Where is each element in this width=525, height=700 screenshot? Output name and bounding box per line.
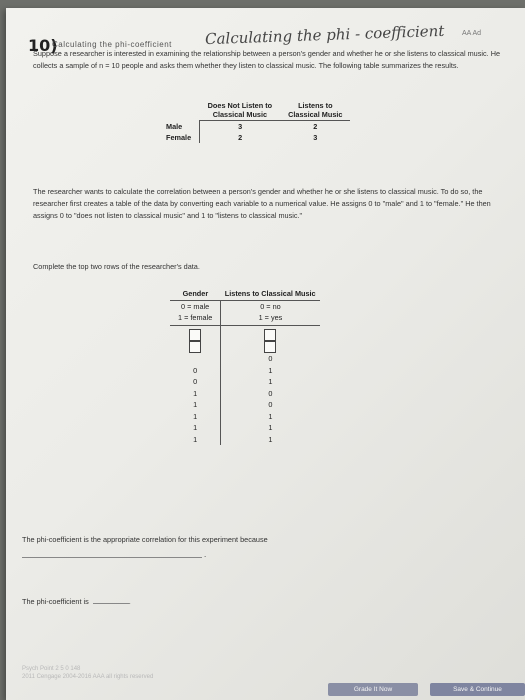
table-row: 1 0	[170, 399, 320, 411]
header-gender: Gender	[170, 287, 221, 301]
summary-table	[160, 100, 350, 143]
instruction-text: Complete the top two rows of the researcher's data.	[33, 262, 200, 271]
period-mark: .	[204, 550, 207, 559]
question-2: The phi-coefficient is .	[22, 597, 131, 606]
table-row: 0 1	[170, 376, 320, 388]
explanation-paragraph: The researcher wants to calculate the correlation between a person's gender and whether he or she listens to classical music. To do so, the researcher first creates a table of the data by converting each variable to a numerical value. He assigns 0 to "male" and 1 to "female." He then assigns 0 to "does not listen to classical music" and 1 to "listens to classical music."	[33, 187, 491, 220]
summary-header-listen: Listens to Classical Music	[280, 100, 350, 121]
row-label-male: Male	[166, 121, 183, 131]
answer-dropdown-reason[interactable]	[22, 556, 202, 558]
answer-box-listen-row2[interactable]	[264, 341, 276, 353]
table-row: 1 1	[170, 422, 320, 434]
summary-header-not-listen: Does Not Listen to Classical Music	[200, 100, 280, 121]
row-label-female: Female	[166, 133, 192, 142]
handwritten-note: AA Ad	[462, 30, 482, 37]
answer-box-gender-row1[interactable]	[189, 329, 201, 341]
question-1-text: The phi-coefficient is the appropriate correlation for this experiment because	[22, 535, 268, 544]
answer-box-gender-row2[interactable]	[189, 341, 201, 353]
intro-paragraph: Suppose a researcher is interested in examining the relationship between a person's gender and whether he or she listens to classical music. He collects a sample of n = 10 people and asks them whether they listen to classical music. The following table summarizes the results.	[33, 49, 501, 70]
question-number: 10)	[28, 36, 58, 55]
answer-box-listen-row1[interactable]	[264, 329, 276, 341]
handwritten-title: Calculating the phi - coefficient	[204, 21, 445, 49]
answer-blank-phi-value[interactable]	[93, 603, 129, 604]
header-listens: Listens to Classical Music	[221, 287, 320, 301]
question-2-text: The phi-coefficient is	[22, 597, 89, 606]
table-row: 1 1	[170, 434, 320, 446]
table-row: Female 2 3	[160, 132, 350, 143]
table-row: 1 1	[170, 411, 320, 423]
printed-heading: Calculating the phi-coefficient	[52, 40, 172, 49]
table-row: Male 3 2	[160, 121, 350, 133]
data-table: Gender Listens to Classical Music 0 = male 0 = no 1 = female 1 = yes 0 0 1 0 1 1 0 1 0 1 1 1 1 1 1	[170, 287, 320, 445]
save-continue-button[interactable]: Save & Continue	[430, 683, 525, 696]
grade-it-now-button[interactable]: Grade It Now	[328, 683, 418, 696]
table-row: 0	[170, 353, 320, 365]
table-row: 0 1	[170, 365, 320, 377]
footer-text: Psych Point 2 5 0 148 2011 Cengage 2004-2016 AAA all rights reserved	[22, 666, 154, 680]
table-row: 1 0	[170, 388, 320, 400]
